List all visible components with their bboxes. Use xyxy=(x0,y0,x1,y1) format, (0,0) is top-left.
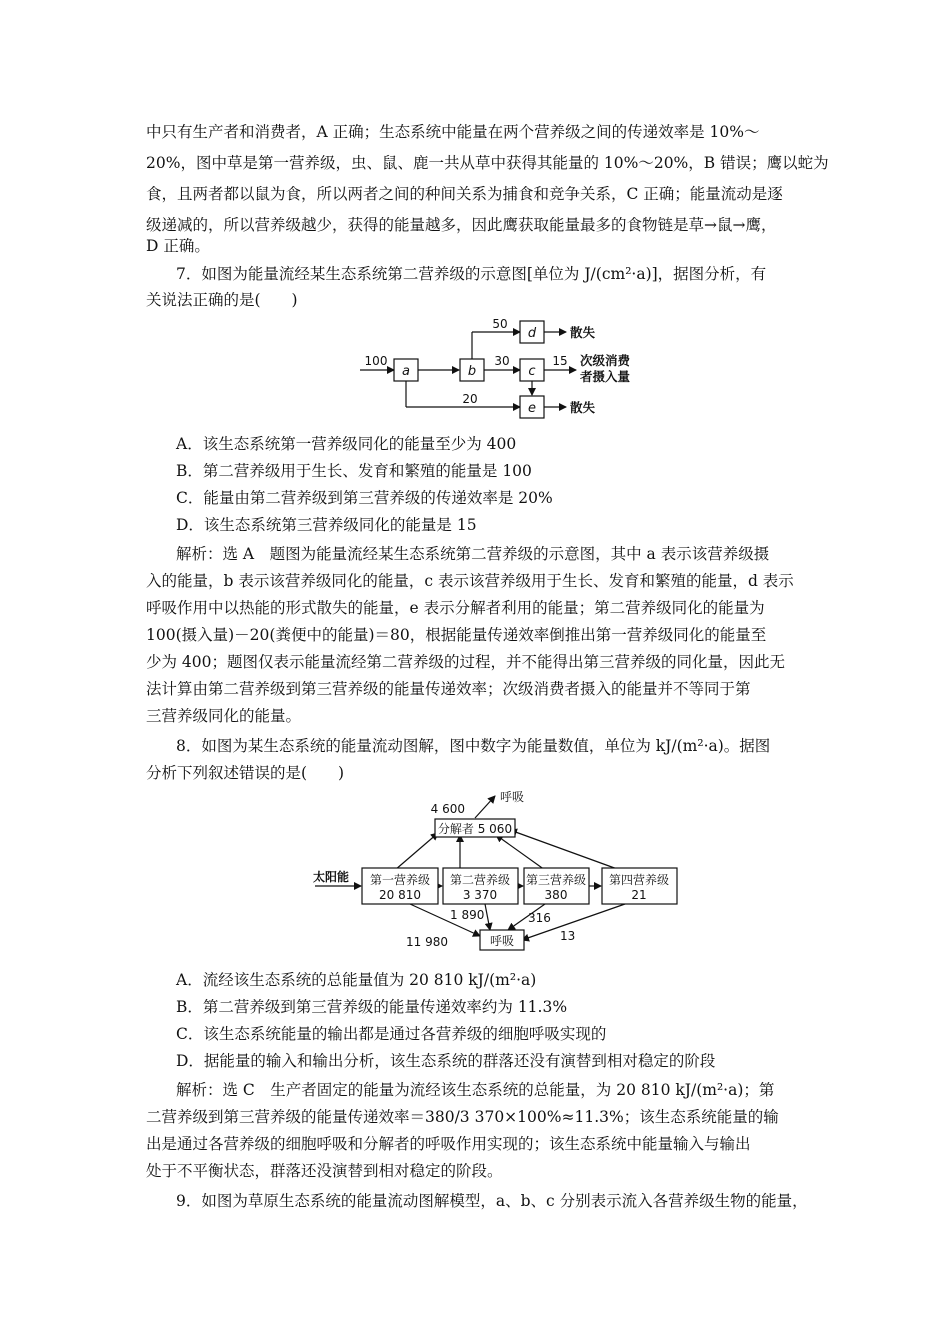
option-d: D．据能量的输入和输出分析，该生态系统的群落还没有演替到相对稳定的阶段 xyxy=(176,1052,716,1070)
option-a: A．流经该生态系统的总能量值为 20 810 kJ/(m²·a) xyxy=(176,971,537,989)
resp-value-3: 316 xyxy=(528,911,551,925)
label-san1: 散失 xyxy=(570,325,596,340)
option-b: B．第二营养级用于生长、发育和繁殖的能量是 100 xyxy=(176,462,532,480)
analysis-line: 三营养级同化的能量。 xyxy=(146,707,302,725)
sun-label: 太阳能 xyxy=(313,870,350,884)
level-4-value: 21 xyxy=(631,888,647,902)
question-7-stem: 关说法正确的是( ) xyxy=(146,291,298,309)
level-1-value: 20 810 xyxy=(379,888,421,902)
option-c: C．该生态系统能量的输出都是通过各营养级的细胞呼吸实现的 xyxy=(176,1025,607,1043)
text-line: 食，且两者都以鼠为食，所以两者之间的种间关系为捕食和竞争关系，C 正确；能量流动是逐 xyxy=(146,185,783,203)
analysis-line: 入的能量，b 表示该营养级同化的能量，c 表示该营养级用于生长、发育和繁殖的能量，d 表示 xyxy=(146,572,794,590)
resp-top-value: 4 600 xyxy=(430,802,465,816)
node-a-label: a xyxy=(402,364,410,379)
label-san2: 散失 xyxy=(570,400,596,415)
analysis-line: 解析：选 A 题图为能量流经某生态系统第二营养级的示意图，其中 a 表示该营养级摄 xyxy=(176,545,770,563)
question-8-stem: 8．如图为某生态系统的能量流动图解，图中数字为能量数值，单位为 kJ/(m²·a)。据图 xyxy=(176,737,771,755)
option-b: B．第二营养级到第三营养级的能量传递效率约为 11.3% xyxy=(176,998,568,1016)
analysis-line: 法计算由第二营养级到第三营养级的能量传递效率；次级消费者摄入的能量并不等同于第 xyxy=(146,680,751,698)
value-ae: 20 xyxy=(462,392,478,406)
label-ci2: 者摄入量 xyxy=(580,369,631,384)
resp-value-2: 1 890 xyxy=(450,908,485,922)
node-c-label: c xyxy=(528,364,536,379)
level-4-name: 第四营养级 xyxy=(608,873,670,887)
question-8-stem: 分析下列叙述错误的是( ) xyxy=(146,764,345,782)
text-line: D 正确。 xyxy=(146,237,210,255)
level-1-name: 第一营养级 xyxy=(369,873,431,887)
resp-value-4: 13 xyxy=(560,929,576,943)
analysis-line: 少为 400；题图仅表示能量流经第二营养级的过程，并不能得出第三营养级的同化量，因此无 xyxy=(146,653,786,671)
analysis-line: 100(摄入量)－20(粪便中的能量)＝80，根据能量传递效率倒推出第一营养级同化的能量至 xyxy=(146,626,767,644)
level-3-value: 380 xyxy=(544,888,568,902)
level-3-name: 第三营养级 xyxy=(525,873,587,887)
analysis-line: 呼吸作用中以热能的形式散失的能量，e 表示分解者利用的能量；第二营养级同化的能量为 xyxy=(146,599,765,617)
analysis-line: 解析：选 C 生产者固定的能量为流经该生态系统的总能量，为 20 810 kJ/(m²·a)；第 xyxy=(176,1081,775,1099)
question-7-stem: 7．如图为能量流经某生态系统第二营养级的示意图[单位为 J/(cm²·a)]，据图分析，有 xyxy=(176,265,767,283)
resp-value-1: 11 980 xyxy=(406,935,448,949)
option-c: C．能量由第二营养级到第三营养级的传递效率是 20% xyxy=(176,489,553,507)
question-9-stem: 9．如图为草原生态系统的能量流动图解模型，a、b、c 分别表示流入各营养级生物的能量， xyxy=(176,1192,808,1210)
level-2-name: 第二营养级 xyxy=(449,873,511,887)
text-line: 20%，图中草是第一营养级，虫、鼠、鹿一共从草中获得其能量的 10%～20%，B 错误；鹰以蛇为 xyxy=(146,154,829,172)
level-2-value: 3 370 xyxy=(462,888,498,902)
option-a: A．该生态系统第一营养级同化的能量至少为 400 xyxy=(176,435,517,453)
decomposer-label: 分解者 5 060 xyxy=(437,822,513,836)
text-line: 中只有生产者和消费者，A 正确；生态系统中能量在两个营养级之间的传递效率是 10%～ xyxy=(146,123,760,141)
resp-top-label: 呼吸 xyxy=(500,790,525,804)
value-ce: 15 xyxy=(552,354,568,368)
node-e-label: e xyxy=(528,401,536,416)
node-d-label: d xyxy=(527,326,537,341)
option-d: D．该生态系统第三营养级同化的能量是 15 xyxy=(176,516,477,534)
value-in: 100 xyxy=(364,354,388,368)
energy-flow-diagram-q7 xyxy=(350,315,680,425)
label-ci1: 次级消费 xyxy=(580,353,631,368)
analysis-line: 处于不平衡状态，群落还没演替到相对稳定的阶段。 xyxy=(146,1162,503,1180)
energy-flow-diagram-q8 xyxy=(310,788,690,958)
node-b-label: b xyxy=(467,364,477,379)
value-bd: 50 xyxy=(492,317,508,331)
text-line: 级递减的，所以营养级越少，获得的能量越多，因此鹰获取能量最多的食物链是草→鼠→鹰， xyxy=(146,216,777,234)
analysis-line: 出是通过各营养级的细胞呼吸和分解者的呼吸作用实现的；该生态系统中能量输入与输出 xyxy=(146,1135,751,1153)
value-bc: 30 xyxy=(494,354,510,368)
resp-bottom-label: 呼吸 xyxy=(489,934,515,948)
analysis-line: 二营养级到第三营养级的能量传递效率＝380/3 370×100%≈11.3%；该生态系统能量的输 xyxy=(146,1108,779,1126)
